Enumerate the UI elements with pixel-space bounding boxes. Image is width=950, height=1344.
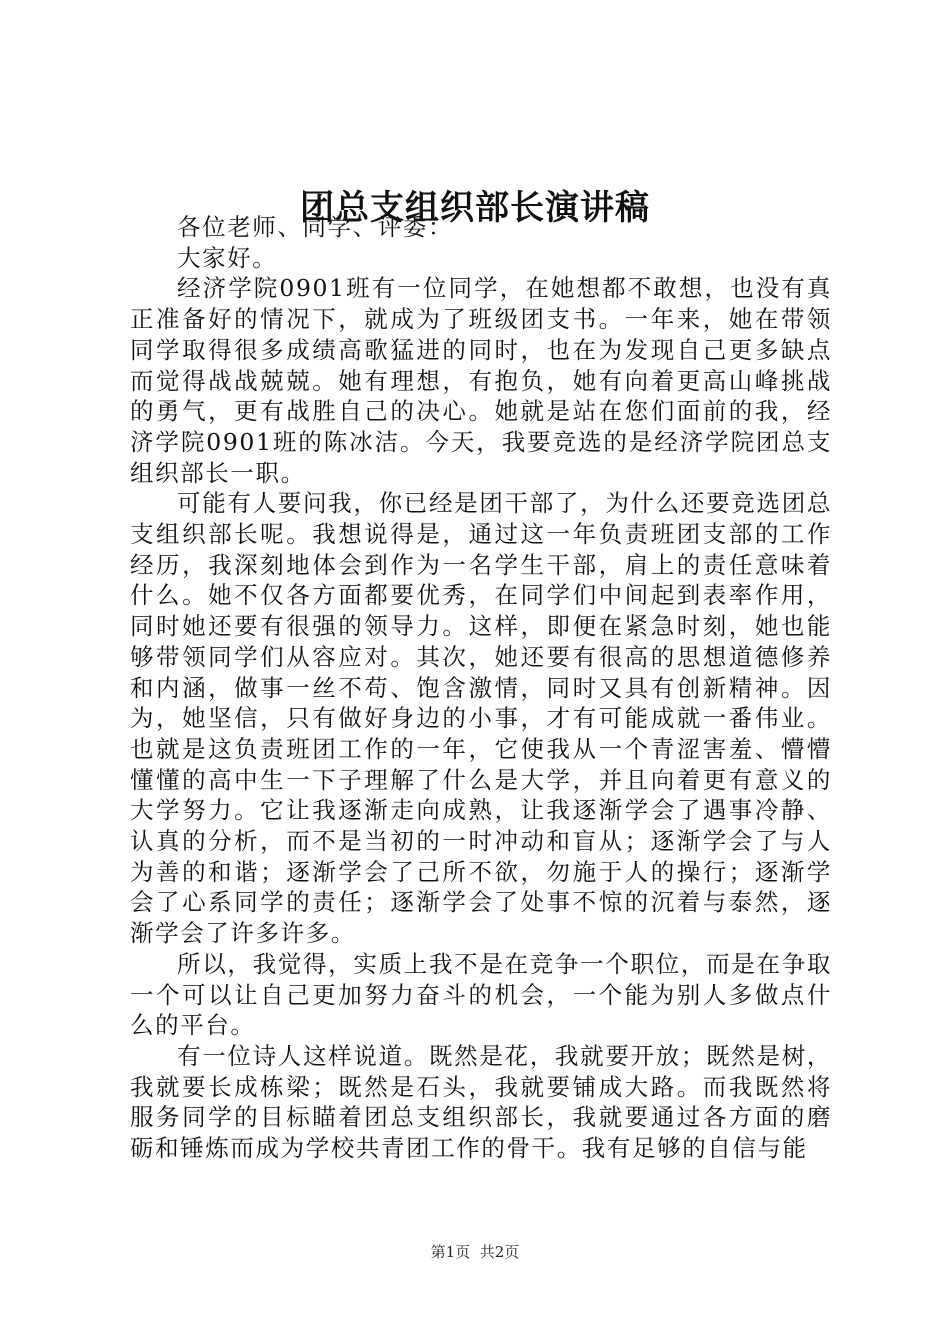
document-body (130, 212, 832, 1164)
paragraph-motivation: 可能有人要问我，你已经是团干部了，为什么还要竞选团总支组织部长呢。我想说得是，通过这一年负责班团支部的工作经历，我深刻地体会到作为一名学生干部，肩上的责任意味着什么。她不仅各方面都要优秀，在同学们中间起到表率作用，同时她还要有很强的领导力。这样，即便在紧急时刻，她也能够带领同学们从容应对。其次，她还要有很高的思想道德修养和内涵，做事一丝不苟、饱含激情，同时又具有创新精神。因为，她坚信，只有做好身边的小事，才有可能成就一番伟业。也就是这负责班团工作的一年，它使我从一个青涩害羞、懵懵懂懂的高中生一下子理解了什么是大学，并且向着更有意义的大学努力。它让我逐渐走向成熟，让我逐渐学会了遇事冷静、认真的分析，而不是当初的一时冲动和盲从；逐渐学会了与人为善的和谐；逐渐学会了己所不欲，勿施于人的操行；逐渐学会了心系同学的责任；逐渐学会了处事不惊的沉着与泰然，逐渐学会了许多许多。 (130, 489, 832, 948)
paragraph-conclusion: 所以，我觉得，实质上我不是在竞争一个职位，而是在争取一个可以让自己更加努力奋斗的机会，一个能为别人多做点什么的平台。 (130, 949, 832, 1040)
paragraph-greeting: 大家好。 (177, 243, 278, 272)
paragraph-introduction: 经济学院0901班有一位同学，在她想都不敢想，也没有真正准备好的情况下，就成为了班级团支书。一年来，她在带领同学取得很多成绩高歌猛进的同时，也在为发现自己更多缺点而觉得战战兢兢。她有理想，有抱负，她有向着更高山峰挑战的勇气，更有战胜自己的决心。她就是站在您们面前的我，经济学院0901班的陈冰洁。今天，我要竞选的是经济学院团总支组织部长一职。 (130, 274, 832, 487)
page-total: 共2页 (479, 1243, 520, 1261)
page-number: 第1页 (430, 1243, 471, 1261)
page-footer (0, 1242, 950, 1262)
paragraph-salutation: 各位老师、同学、评委： (177, 213, 454, 241)
document-title: 团总支组织部长演讲稿 (300, 188, 650, 228)
paragraph-poet-quote: 有一位诗人这样说道。既然是花，我就要开放；既然是树，我就要长成栋梁；既然是石头，我就要铺成大路。而我既然将服务同学的目标瞄着团总支组织部长，我就要通过各方面的磨砺和锤炼而成为学校共青团工作的骨干。我有足够的自信与能 (130, 1041, 832, 1163)
